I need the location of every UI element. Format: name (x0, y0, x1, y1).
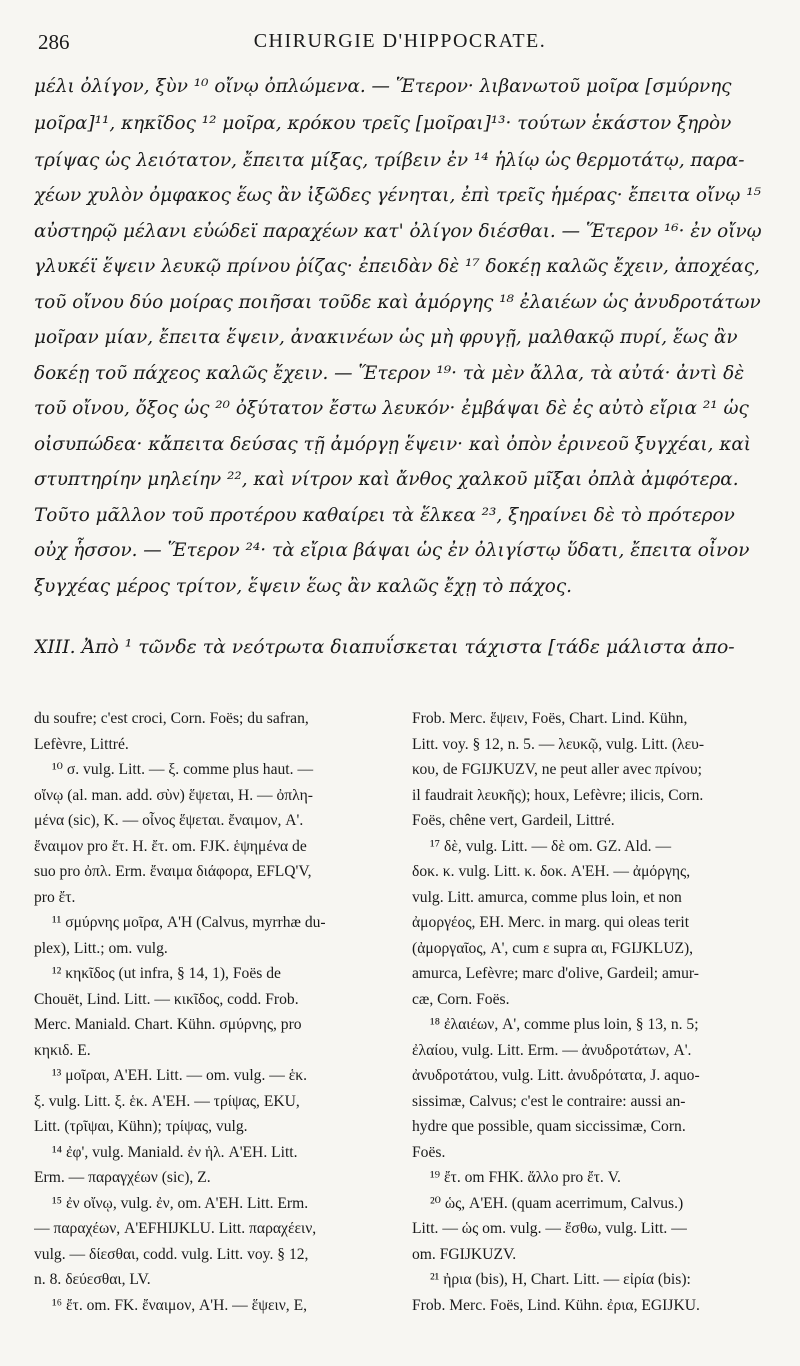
footnote-line: Litt. (τρῖψαι, Kühn); τρίψας, vulg. (34, 1118, 248, 1135)
main-text-line: ξυγχέας μέρος τρίτον, ἕψειν ἕως ἂν καλῶς ἔχῃ τὸ πάχος. (34, 576, 573, 597)
footnote-line: ¹⁴ ἐφ', vulg. Maniald. ἐν ἡλ. A'EH. Litt. (52, 1143, 298, 1161)
page-number: 286 (38, 30, 70, 54)
footnote-line: plex), Litt.; om. vulg. (34, 939, 168, 957)
main-text-line: στυπτηρίην μηλείην ²², καὶ νίτρον καὶ ἄνθος χαλκοῦ μῖξαι ὀπλὰ ἀμφότερα. (34, 469, 739, 490)
footnote-line: Litt. voy. § 12, n. 5. — λευκῷ, vulg. Litt. (λευ- (412, 735, 705, 753)
footnote-line: Foës. (412, 1143, 446, 1161)
footnote-line: Foës, chêne vert, Gardeil, Littré. (412, 812, 615, 829)
main-text-line: τρίψας ὡς λειότατον, ἔπειτα μίξας, τρίβειν ἐν ¹⁴ ἡλίῳ ὡς θερμοτάτῳ, παρα- (34, 150, 745, 171)
footnote-line: ¹⁹ ἔτ. om FHK. ἄλλο pro ἔτ. V. (430, 1169, 621, 1186)
main-text-line: χέων χυλὸν ὀμφακος ἕως ἂν ἰξῶδες γένηται, ἐπὶ τρεῖς ἡμέρας· ἔπειτα οἴνῳ ¹⁵ (34, 185, 761, 206)
footnote-line: Frob. Merc. ἕψειν, Foës, Chart. Lind. Kühn, (412, 710, 688, 727)
footnote-line: ἀμοργέος, EH. Merc. in marg. qui oleas terit (412, 914, 690, 931)
main-text-line: οἰσυπώδεα· κἄπειτα δεύσας τῇ ἀμόργῃ ἕψειν· καὶ ὀπὸν ἐρινεοῦ ξυγχέαι, καὶ (34, 434, 752, 455)
footnote-line: κου, de FGIJKUZV, ne peut aller avec πρίνου; (412, 761, 702, 778)
main-text-line: οὐχ ἧσσον. — Ἕτερον ²⁴· τὰ εἴρια βάψαι ὡς ἐν ὀλιγίστῳ ὕδατι, ἔπειτα οἶνον (34, 540, 750, 561)
footnote-line: ξ. vulg. Litt. ξ. ἑκ. A'EH. — τρίψας, EKU, (34, 1092, 300, 1110)
footnote-line: ²⁰ ὡς, A'EH. (quam acerrimum, Calvus.) (430, 1194, 684, 1212)
section-heading-line: XIII. Ἀπὸ ¹ τῶνδε τὰ νεότρωτα διαπυΐσκεται τάχιστα [τάδε μάλιστα ἀπο- (34, 637, 735, 658)
footnote-line: vulg. — δίεσθαι, codd. vulg. Litt. voy. § 12, (34, 1245, 309, 1263)
main-text-line: μέλι ὀλίγον, ξὺν ¹⁰ οἴνῳ ὀπλώμενα. — Ἕτερον· λιβανωτοῦ μοῖρα [σμύρνης (34, 76, 732, 97)
main-text-line: μοῖραν μίαν, ἔπειτα ἕψειν, ἀνακινέων ὡς μὴ φρυγῇ, μαλθακῷ πυρί, ἕως ἂν (34, 327, 738, 348)
main-text-line: Τοῦτο μᾶλλον τοῦ προτέρου καθαίρει τὰ ἕλκεα ²³, ξηραίνει δὲ τὸ πρότερον (34, 505, 735, 526)
main-text-line: δοκέῃ τοῦ πάχεος καλῶς ἔχειν. — Ἕτερον ¹⁹· τὰ μὲν ἄλλα, τὰ αὐτά· ἀντὶ δὲ (34, 363, 745, 384)
page-header (38, 30, 762, 60)
footnotes-left-column (34, 706, 392, 1318)
footnote-line: om. FGIJKUZV. (412, 1245, 517, 1263)
footnote-line: amurca, Lefèvre; marc d'olive, Gardeil; amur- (412, 965, 699, 982)
footnote-line: ¹⁶ ἔτ. om. FK. ἔναιμον, A'H. — ἕψειν, E, (52, 1296, 307, 1314)
footnote-line: ¹² κηκῖδος (ut infra, § 14, 1), Foës de (52, 965, 281, 982)
footnote-line: κηκιδ. E. (34, 1041, 91, 1059)
footnote-line: vulg. Litt. amurca, comme plus loin, et non (412, 888, 682, 906)
footnote-line: οἴνῳ (al. man. add. σὺν) ἕψεται, H. — ὀπλη- (34, 786, 313, 804)
running-title: CHIRURGIE D'HIPPOCRATE. (253, 30, 547, 52)
main-text-line: γλυκέϊ ἕψειν λευκῷ πρίνου ῥίζας· ἐπειδὰν δὲ ¹⁷ δοκέῃ καλῶς ἔχειν, ἀποχέας, (34, 256, 760, 277)
footnote-line: ¹¹ σμύρνης μοῖρα, A'H (Calvus, myrrhæ du- (52, 914, 326, 931)
footnote-line: μένα (sic), K. — οἶνος ἕψεται. ἔναιμον, A'. (34, 812, 304, 829)
footnote-line: sissimæ, Calvus; c'est le contraire: aussi an- (412, 1092, 686, 1110)
footnote-line: ἐλαίου, vulg. Litt. Erm. — ἀνυδροτάτων, A'. (412, 1041, 692, 1059)
footnote-line: Merc. Maniald. Chart. Kühn. σμύρνης, pro (34, 1016, 302, 1033)
main-text-line: τοῦ οἴνου, ὄξος ὡς ²⁰ ὀξύτατον ἔστω λευκόν· ἐμβάψαι δὲ ἐς αὐτὸ εἴρια ²¹ ὡς (34, 398, 749, 419)
footnote-line: ἀνυδροτάτου, vulg. Litt. ἀνυδρότατα, J. aquo- (412, 1067, 700, 1084)
footnote-line: (ἀμοργαῖος, A', cum ε supra αι, FGIJKLUZ), (412, 939, 694, 957)
footnote-line: ¹³ μοῖραι, A'EH. Litt. — om. vulg. — ἑκ. (52, 1067, 308, 1084)
footnote-line: n. 8. δεύεσθαι, LV. (34, 1271, 151, 1288)
main-text-line: τοῦ οἴνου δύο μοίρας ποιῆσαι τοῦδε καὶ ἀμόργης ¹⁸ ἐλαιέων ὡς ἀνυδροτάτων (34, 292, 761, 313)
footnote-line: hydre que possible, quam siccissimæ, Corn. (412, 1118, 686, 1135)
footnote-line: — παραχέων, A'EFHIJKLU. Litt. παραχέειν, (34, 1220, 317, 1237)
footnote-line: ¹⁸ ἐλαιέων, A', comme plus loin, § 13, n. 5; (430, 1016, 699, 1033)
footnote-line: Chouët, Lind. Litt. — κικῖδος, codd. Frob. (34, 990, 299, 1008)
footnote-line: Litt. — ὡς om. vulg. — ἔσθω, vulg. Litt. — (412, 1220, 687, 1237)
footnote-line: ²¹ ἠρια (bis), H, Chart. Litt. — εἰρία (bis): (430, 1271, 691, 1288)
footnote-line: ¹⁵ ἐν οἴνῳ, vulg. ἐν, om. A'EH. Litt. Erm. (52, 1194, 309, 1212)
footnote-line: δοκ. κ. vulg. Litt. κ. δοκ. A'EH. — ἀμόργης, (412, 863, 691, 880)
footnotes-right-column (412, 706, 770, 1318)
footnote-line: pro ἔτ. (34, 888, 76, 906)
footnote-line: Frob. Merc. Foës, Lind. Kühn. ἐρια, EGIJKU. (412, 1296, 700, 1314)
main-text-line: μοῖρα]¹¹, κηκῖδος ¹² μοῖρα, κρόκου τρεῖς [μοῖραι]¹³· τούτων ἑκάστον ξηρὸν (34, 113, 732, 134)
footnote-line: Erm. — παραγχέων (sic), Z. (34, 1169, 211, 1186)
footnote-line: ἔναιμον pro ἔτ. H. ἔτ. om. FJK. ἑψημένα de (34, 837, 307, 855)
footnote-line: Lefèvre, Littré. (34, 735, 129, 753)
footnote-line: suo pro ὀπλ. Erm. ἔναιμα διάφορα, EFLQ'V, (34, 863, 312, 880)
footnote-line: cæ, Corn. Foës. (412, 990, 510, 1008)
footnote-line: il faudrait λευκῆς); houx, Lefèvre; ilicis, Corn. (412, 786, 704, 804)
footnote-line: ¹⁷ δὲ, vulg. Litt. — δὲ om. GZ. Ald. — (430, 837, 672, 855)
main-text-line: αὐστηρῷ μέλανι εὐώδεϊ παραχέων κατ' ὀλίγον διέσθαι. — Ἕτερον ¹⁶· ἐν οἴνῳ (34, 221, 762, 242)
footnote-line: ¹⁰ σ. vulg. Litt. — ξ. comme plus haut. — (52, 761, 314, 778)
footnote-line: du soufre; c'est croci, Corn. Foës; du safran, (34, 710, 309, 727)
